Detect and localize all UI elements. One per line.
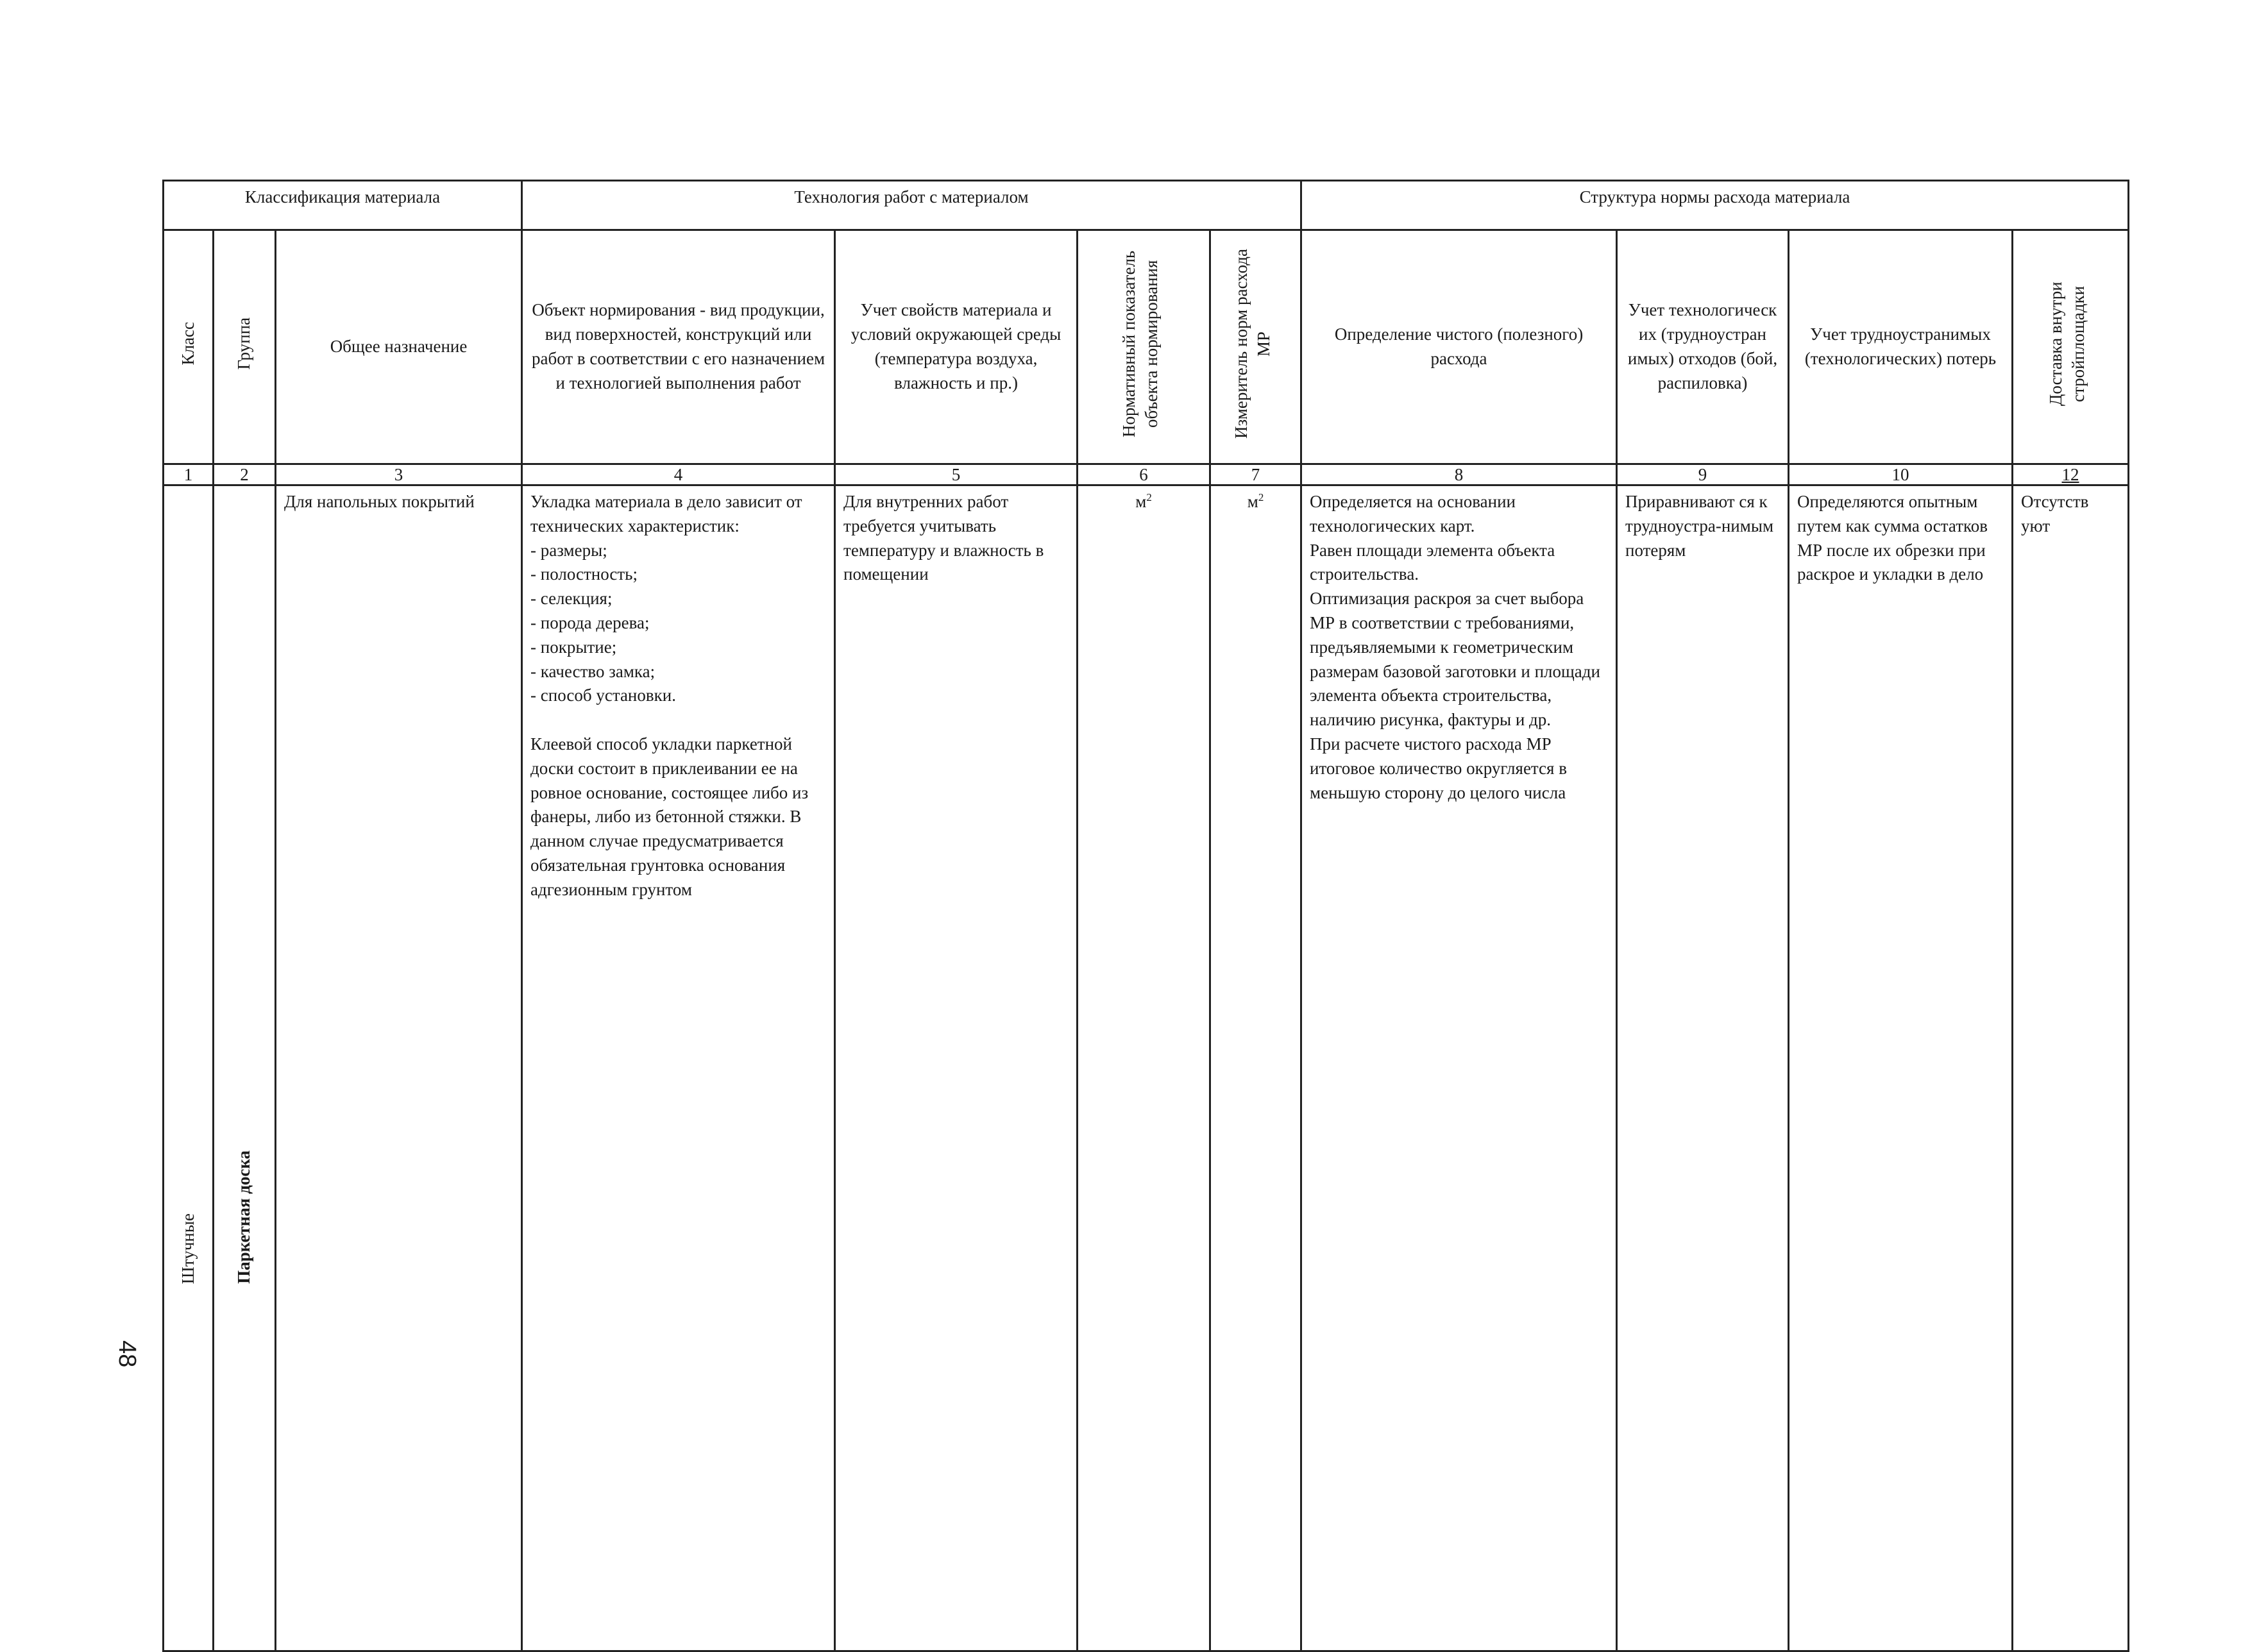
header-group: Группа (214, 230, 276, 464)
col-number: 2 (214, 464, 276, 485)
col-number: 5 (835, 464, 1078, 485)
cell-class: Штучные (164, 485, 214, 1651)
header-indicator: Нормативный показатель объекта нормирования (1078, 230, 1210, 464)
col-number: 4 (522, 464, 835, 485)
header-object: Объект нормирования - вид продукции, вид поверхностей, конструкций или работ в соответствии с его назначением и технологией выполнения работ (522, 230, 835, 464)
cell-properties: Для внутренних работ требуется учитывать температуру и влажность в помещении (835, 485, 1078, 1651)
column-number-row (164, 464, 2129, 485)
header-meter: Измеритель норм расхода МР (1210, 230, 1301, 464)
col-number: 9 (1617, 464, 1789, 485)
header-net-consumption: Определение чистого (полезного) расхода (1301, 230, 1617, 464)
cell-losses: Определяются опытным путем как сумма остатков МР после их обрезки при раскрое и укладки в дело (1789, 485, 2013, 1651)
cell-meter: $м^2$ (1210, 485, 1301, 1651)
cell-net-consumption: Определяется на основании технологических карт. Равен площади элемента объекта строительства. Оптимизация раскроя за счет выбора МР в соответствии с требованиями, предъявляемыми к геометрическим размерам базовой заготовки и площади элемента объекта строительства, наличию рисунка, фактуры и др. При расчете чистого расхода МР итоговое количество округляется в меньшую сторону до целого числа (1301, 485, 1617, 1651)
header-waste: Учет технологическ их (трудноустран имых) отходов (бой, распиловка) (1617, 230, 1789, 464)
header-class: Класс (164, 230, 214, 464)
col-number: 8 (1301, 464, 1617, 485)
col-number: 12 (2013, 464, 2129, 485)
cell-delivery: Отсутств уют (2013, 485, 2129, 1651)
group-classification: Классификация материала (164, 181, 522, 230)
col-number: 6 (1078, 464, 1210, 485)
column-header-row (164, 230, 2129, 464)
col-number: 1 (164, 464, 214, 485)
cell-waste: Приравнивают ся к трудноустра-нимым потерям (1617, 485, 1789, 1651)
table-row (164, 485, 2129, 1651)
cell-purpose: Для напольных покрытий (276, 485, 522, 1651)
col-number: 10 (1789, 464, 2013, 485)
group-structure: Структура нормы расхода материала (1301, 181, 2129, 230)
col-number: 3 (276, 464, 522, 485)
material-norms-table (162, 180, 2129, 1652)
cell-object: Укладка материала в дело зависит от технических характеристик: - размеры; - полостность; - селекция; - порода дерева; - покрытие; - качество замка; - способ установки. Клеевой способ укладки паркетной доски состоит в приклеивании ее на ровное основание, состоящее либо из фанеры, либо из бетонной стяжки. В данном случае предусматривается обязательная грунтовка основания адгезионным грунтом (522, 485, 835, 1651)
cell-indicator: $м^2$ (1078, 485, 1210, 1651)
header-delivery: Доставка внутри стройплощадки (2013, 230, 2129, 464)
header-purpose: Общее назначение (276, 230, 522, 464)
header-losses: Учет трудноустранимых (технологических) потерь (1789, 230, 2013, 464)
cell-group: Паркетная доска (214, 485, 276, 1651)
header-properties: Учет свойств материала и условий окружающей среды (температура воздуха, влажность и пр.) (835, 230, 1078, 464)
group-header-row (164, 181, 2129, 230)
page-number: 48 (114, 1340, 140, 1368)
col-number: 7 (1210, 464, 1301, 485)
group-technology: Технология работ с материалом (522, 181, 1301, 230)
